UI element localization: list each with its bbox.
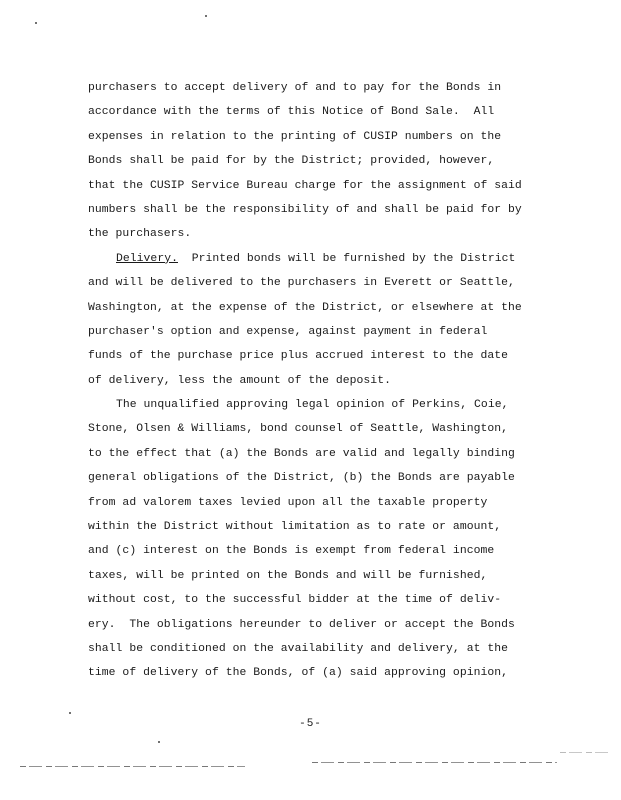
- opinion-paragraph-start: The unqualified approving legal opinion of Perkins, Coie,: [116, 399, 509, 412]
- page-number: -5-: [299, 718, 322, 730]
- text-line: the purchasers.: [88, 228, 192, 241]
- text-line: accordance with the terms of this Notice of Bond Sale. All: [88, 106, 495, 119]
- scan-speck: [35, 22, 37, 24]
- text-line: time of delivery of the Bonds, of (a) said approving opinion,: [88, 667, 509, 680]
- text-line: ery. The obligations hereunder to deliver or accept the Bonds: [88, 618, 515, 631]
- delivery-heading: Delivery.: [116, 252, 178, 265]
- document-body: [88, 76, 558, 686]
- text-line: Washington, at the expense of the District, or elsewhere at the: [88, 301, 522, 314]
- delivery-paragraph-start: [88, 247, 558, 271]
- scan-edge-line: [20, 766, 245, 767]
- text-line: purchasers to accept delivery of and to pay for the Bonds in: [88, 82, 502, 94]
- text-line: general obligations of the District, (b) the Bonds are payable: [88, 472, 515, 485]
- text-line: within the District without limitation as to rate or amount,: [88, 521, 502, 534]
- text-line: to the effect that (a) the Bonds are valid and legally binding: [88, 447, 515, 460]
- text-line: shall be conditioned on the availability and delivery, at the: [88, 642, 509, 655]
- text-line: Printed bonds will be furnished by the District: [177, 252, 516, 265]
- text-line: of delivery, less the amount of the deposit.: [88, 374, 391, 387]
- scan-speck: [158, 741, 160, 743]
- scan-speck: [69, 712, 71, 714]
- text-line: funds of the purchase price plus accrued interest to the date: [88, 350, 509, 363]
- text-line: Bonds shall be paid for by the District; provided, however,: [88, 155, 495, 168]
- scan-edge-line: [312, 762, 557, 763]
- text-line: purchaser's option and expense, against payment in federal: [88, 325, 488, 338]
- text-line: numbers shall be the responsibility of and shall be paid for by: [88, 203, 522, 216]
- scan-edge-line: [560, 752, 610, 753]
- text-line: from ad valorem taxes levied upon all the taxable property: [88, 496, 488, 509]
- text-line: that the CUSIP Service Bureau charge for the assignment of said: [88, 179, 522, 192]
- text-line: and (c) interest on the Bonds is exempt from federal income: [88, 545, 495, 558]
- text-line: taxes, will be printed on the Bonds and will be furnished,: [88, 569, 488, 582]
- text-line: without cost, to the successful bidder at the time of deliv-: [88, 594, 502, 607]
- text-line: and will be delivered to the purchasers in Everett or Seattle,: [88, 277, 515, 290]
- text-line: Stone, Olsen & Williams, bond counsel of Seattle, Washington,: [88, 423, 509, 436]
- scan-speck: [205, 15, 207, 17]
- text-line: expenses in relation to the printing of CUSIP numbers on the: [88, 130, 502, 143]
